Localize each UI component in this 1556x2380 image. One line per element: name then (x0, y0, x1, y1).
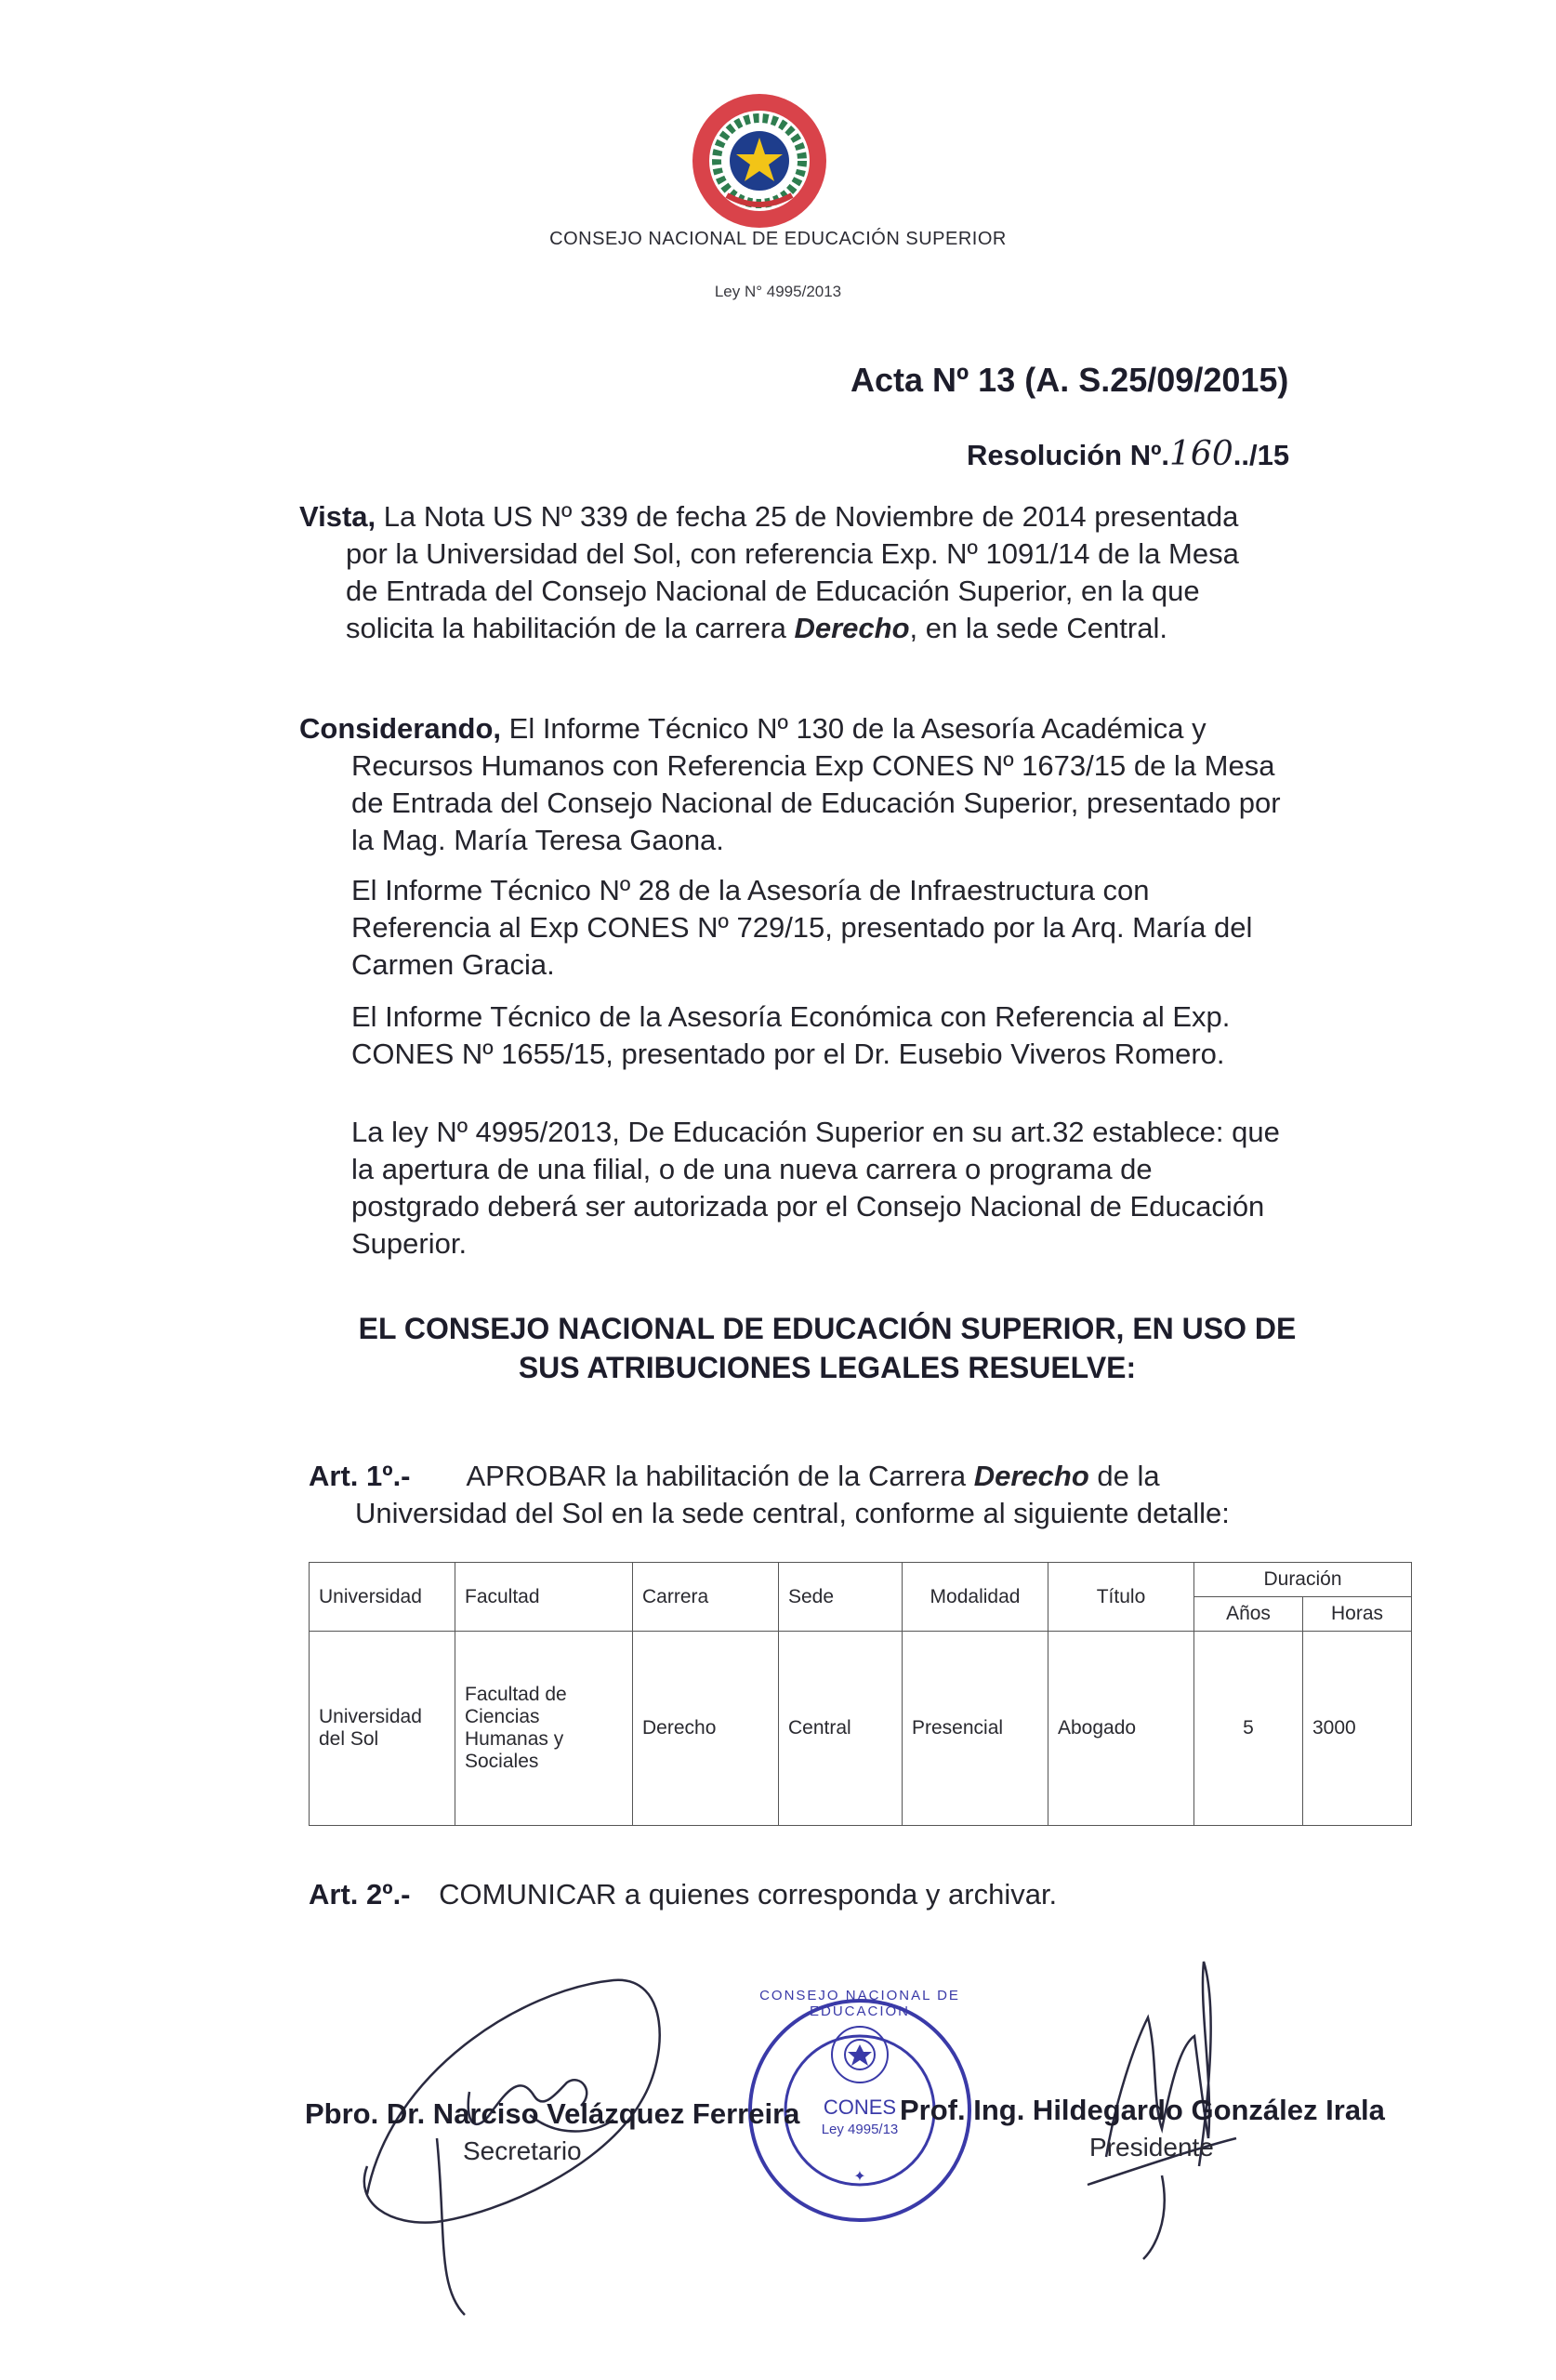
stamp-center-text: CONES (823, 2096, 897, 2119)
cell-anos: 5 (1194, 1632, 1303, 1826)
cell-modalidad: Presencial (903, 1632, 1048, 1826)
considerando-line: Superior. (351, 1227, 468, 1260)
cell-text: Facultad de (465, 1684, 567, 1705)
col-header-titulo: Título (1048, 1563, 1194, 1632)
vista-line: por la Universidad del Sol, con referencia Exp. Nº 1091/14 de la Mesa (346, 537, 1239, 570)
cell-text: Humanas y (465, 1728, 564, 1750)
considerando-line: Carmen Gracia. (351, 948, 555, 981)
vista-line: solicita la habilitación de la carrera (346, 612, 795, 644)
col-header-modalidad: Modalidad (903, 1563, 1048, 1632)
considerando-line: la apertura de una filial, o de una nueva carrera o programa de (351, 1153, 1153, 1185)
cell-text: Universidad (319, 1706, 422, 1727)
resolution-number (967, 435, 1289, 473)
article-1-text: Universidad del Sol en la sede central, conforme al siguiente detalle: (355, 1497, 1230, 1529)
career-name: Derecho (794, 612, 910, 644)
stamp-ring-text: CONSEJO NACIONAL DE EDUCACIÓN (759, 1988, 960, 2019)
cell-universidad (310, 1632, 455, 1826)
career-name: Derecho (973, 1460, 1089, 1492)
cell-facultad (455, 1632, 633, 1826)
article-2 (309, 1876, 1057, 1913)
considerando-line: El Informe Técnico de la Asesoría Económica con Referencia al Exp. (351, 1000, 1231, 1033)
table-row (310, 1632, 1412, 1826)
cell-titulo: Abogado (1048, 1632, 1194, 1826)
considerando-line: El Informe Técnico Nº 28 de la Asesoría de Infraestructura con (351, 874, 1150, 906)
secretary-role: Secretario (463, 2136, 582, 2165)
vista-line: La Nota US Nº 339 de fecha 25 de Noviembre de 2014 presentada (383, 500, 1239, 533)
vista-section (299, 498, 1239, 647)
cell-text: Ciencias (465, 1706, 540, 1727)
article-1-text: APROBAR la habilitación de la Carrera (466, 1460, 974, 1492)
col-header-facultad: Facultad (455, 1563, 633, 1632)
considerando-paragraph-2 (351, 872, 1252, 984)
secretary-name: Pbro. Dr. Narciso Velázquez Ferreira (305, 2097, 800, 2130)
considerando-line: Recursos Humanos con Referencia Exp CONES Nº 1673/15 de la Mesa (351, 749, 1275, 782)
resolve-heading (279, 1309, 1376, 1387)
article-1-text: de la (1088, 1460, 1160, 1492)
vista-line: , en la sede Central. (909, 612, 1167, 644)
resolution-suffix: ../15 (1233, 439, 1290, 471)
considerando-line: El Informe Técnico Nº 130 de la Asesoría Académica y (508, 712, 1207, 745)
col-header-sede: Sede (779, 1563, 903, 1632)
president-name: Prof. Ing. Hildegardo González Irala (900, 2094, 1385, 2126)
considerando-paragraph-4 (351, 1114, 1280, 1263)
col-header-duracion: Duración (1194, 1563, 1412, 1597)
cell-sede: Central (779, 1632, 903, 1826)
svg-text:✦: ✦ (853, 2169, 866, 2185)
article-2-text: COMUNICAR a quienes corresponda y archivar. (439, 1878, 1058, 1911)
career-detail-table (309, 1562, 1412, 1826)
considerando-line: la Mag. María Teresa Gaona. (351, 824, 724, 856)
resolution-prefix: Resolución Nº. (967, 439, 1170, 471)
acta-number: Acta Nº 13 (A. S.25/09/2015) (851, 361, 1289, 399)
col-header-carrera: Carrera (633, 1563, 779, 1632)
col-header-anos: Años (1194, 1597, 1303, 1632)
vista-label: Vista, (299, 500, 376, 533)
col-header-horas: Horas (1303, 1597, 1412, 1632)
cell-text: Sociales (465, 1751, 539, 1772)
president-role: Presidente (1089, 2133, 1214, 2162)
col-header-universidad: Universidad (310, 1563, 455, 1632)
article-1 (309, 1458, 1230, 1532)
considerando-line: postgrado deberá ser autorizada por el Consejo Nacional de Educación (351, 1190, 1265, 1223)
resolve-heading-line: EL CONSEJO NACIONAL DE EDUCACIÓN SUPERIOR, EN USO DE (358, 1312, 1297, 1345)
vista-line: de Entrada del Consejo Nacional de Educación Superior, en la que (346, 575, 1200, 607)
considerando-line: La ley Nº 4995/2013, De Educación Superior en su art.32 establece: que (351, 1116, 1280, 1148)
law-reference: Ley N° 4995/2013 (714, 283, 842, 300)
considerando-line: CONES Nº 1655/15, presentado por el Dr. Eusebio Viveros Romero. (351, 1038, 1225, 1070)
considerando-paragraph-3 (351, 998, 1230, 1073)
cell-text: del Sol (319, 1728, 379, 1750)
article-2-label: Art. 2º.- (309, 1878, 411, 1911)
article-1-label: Art. 1º.- (309, 1460, 411, 1492)
issuing-organization: CONSEJO NACIONAL DE EDUCACIÓN SUPERIOR (549, 229, 1007, 249)
considerando-label: Considerando, (299, 712, 502, 745)
coat-of-arms-seal (690, 91, 829, 231)
considerando-line: Referencia al Exp CONES Nº 729/15, presentado por la Arq. María del (351, 911, 1253, 944)
cell-horas: 3000 (1303, 1632, 1412, 1826)
stamp-law-text: Ley 4995/13 (821, 2122, 899, 2137)
considerando-section (299, 710, 1281, 859)
considerando-line: de Entrada del Consejo Nacional de Educación Superior, presentado por (351, 787, 1281, 819)
resolve-heading-line: SUS ATRIBUCIONES LEGALES RESUELVE: (518, 1351, 1137, 1384)
resolution-handwritten-number: 160 (1169, 435, 1233, 473)
cell-carrera: Derecho (633, 1632, 779, 1826)
